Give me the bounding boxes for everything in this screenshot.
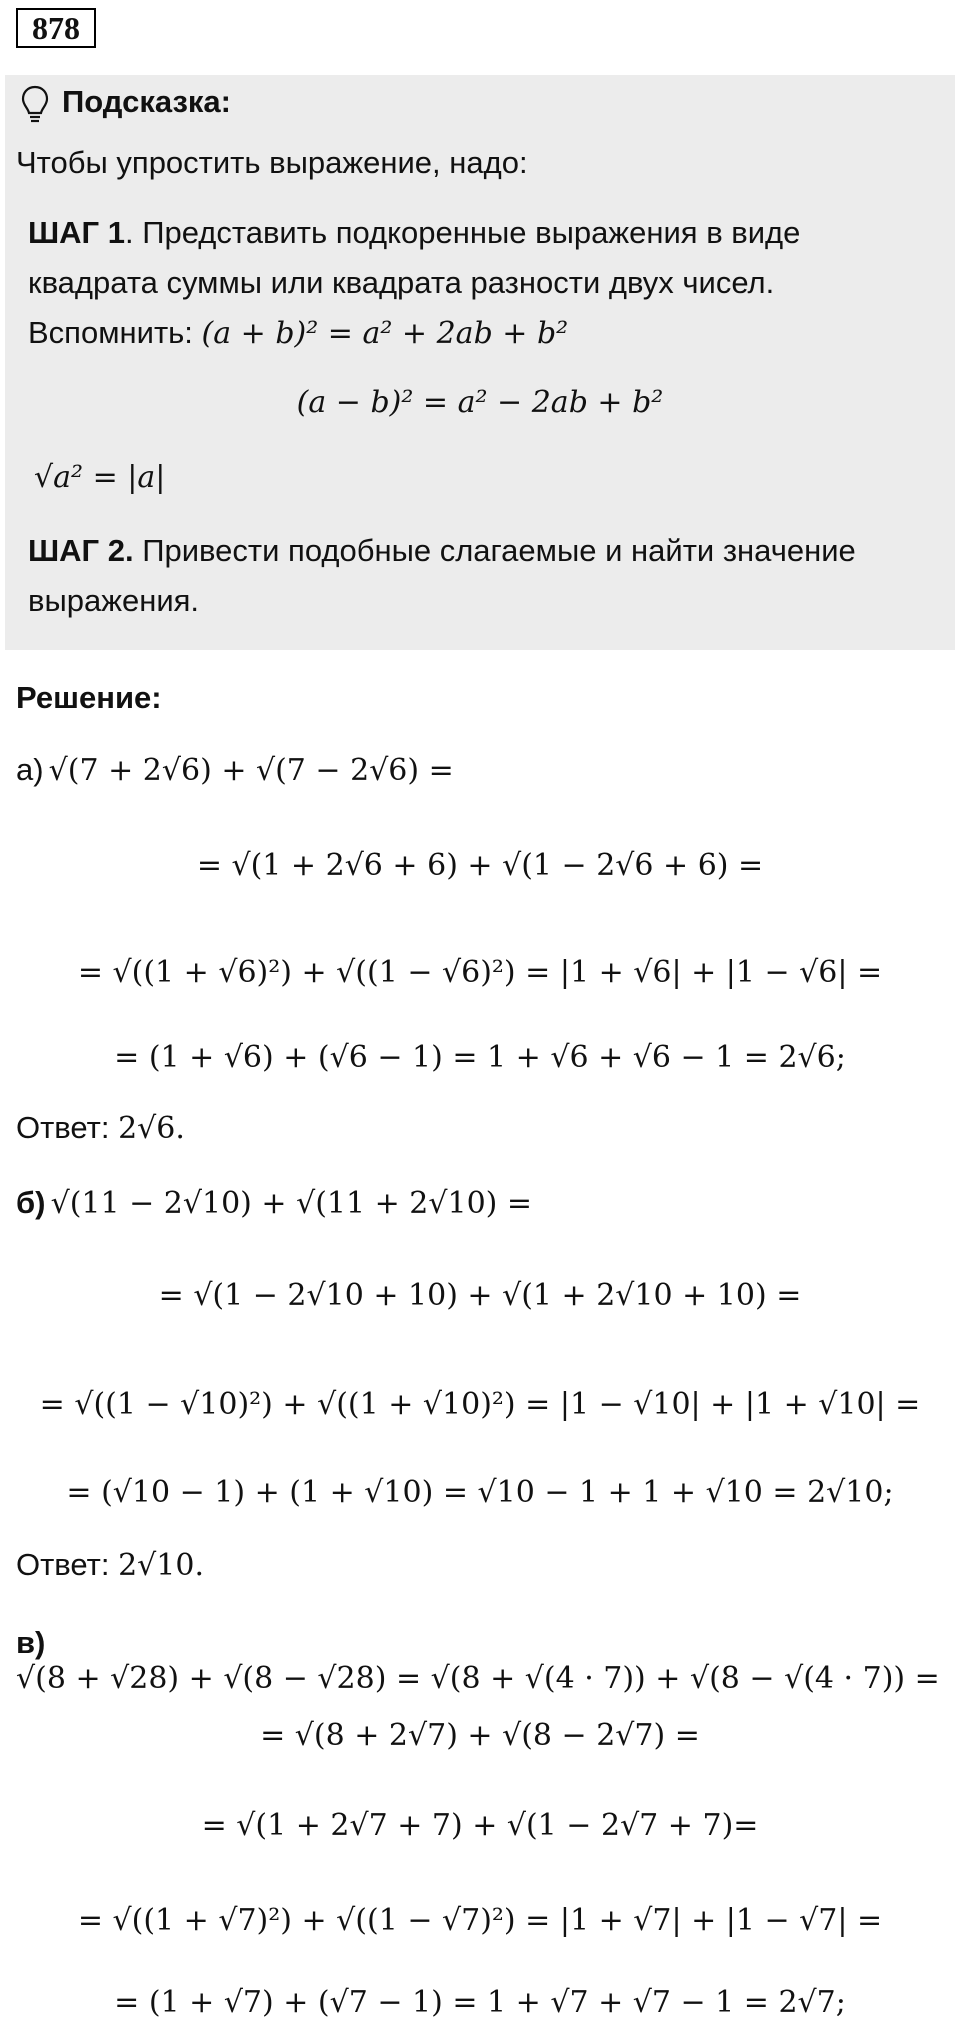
formula-square-diff: (a − b)² = a² − 2ab + b² [296,385,664,420]
exercise-number: 878 [16,8,96,48]
step2-text: Привести подобные слагаемые и найти значение [133,533,856,568]
part-a-line1 [16,752,454,788]
hint-step2-cont: выражения. [28,583,200,618]
part-b-line2: = √(1 − 2√10 + 10) + √(1 + 2√10 + 10) = [158,1278,802,1313]
lightbulb-icon [20,84,50,126]
part-b-answer [16,1547,204,1583]
part-b-expr: √(11 − 2√10) + √(11 + 2√10) = [50,1186,533,1221]
hint-title: Подсказка: [62,84,231,119]
part-c-line4: = √((1 + √7)²) + √((1 − √7)²) = |1 + √7| + |1 − √7| = [77,1903,883,1938]
part-b-line3: = √((1 − √10)²) + √((1 + √10)²) = |1 − √10| + |1 + √10| = [39,1387,921,1422]
solution-title: Решение: [16,680,162,715]
answer-value: 2√6. [118,1111,185,1146]
part-c-line1 [16,1625,960,1696]
part-b-line4: = (√10 − 1) + (1 + √10) = √10 − 1 + 1 + √10 = 2√10; [66,1475,894,1510]
part-a-line4: = (1 + √6) + (√6 − 1) = 1 + √6 + √6 − 1 = 2√6; [114,1040,846,1075]
step1-text: . Представить подкоренные выражения в виде [124,215,801,250]
part-c-line2: = √(8 + 2√7) + √(8 − 2√7) = [260,1718,700,1753]
step1-label: ШАГ 1 [28,215,125,250]
hint-step1-cont: квадрата суммы или квадрата разности двух чисел. [28,265,775,300]
part-a-line3: = √((1 + √6)²) + √((1 − √6)²) = |1 + √6| + |1 − √6| = [77,955,883,990]
hint-step1 [28,215,800,251]
remember-label: Вспомнить: [28,315,202,350]
part-b-label: б) [16,1185,46,1220]
part-a-expr: √(7 + 2√6) + √(7 − 2√6) = [48,753,454,788]
part-a-answer [16,1110,185,1146]
hint-intro: Чтобы упростить выражение, надо: [16,145,528,180]
part-c-expr: √(8 + √28) + √(8 − √28) = √(8 + √(4 · 7)) + √(8 − √(4 · 7)) = [16,1661,940,1696]
answer-value: 2√10. [118,1548,204,1583]
answer-label: Ответ: [16,1110,119,1145]
part-c-line5: = (1 + √7) + (√7 − 1) = 1 + √7 + √7 − 1 = 2√7; [114,1985,846,2020]
answer-label: Ответ: [16,1547,119,1582]
formula-square-sum: (a + b)² = a² + 2ab + b² [201,316,569,351]
part-a-line2: = √(1 + 2√6 + 6) + √(1 − 2√6 + 6) = [196,848,764,883]
formula-sqrt-abs: √a² = |a| [34,460,166,495]
hint-remember [28,315,568,351]
hint-step2 [28,533,856,569]
part-c-line3: = √(1 + 2√7 + 7) + √(1 − 2√7 + 7)= [201,1808,759,1843]
part-a-label: а) [16,752,44,787]
step2-label: ШАГ 2. [28,533,134,568]
part-b-line1 [16,1185,532,1221]
part-c-label: в) [16,1625,46,1660]
